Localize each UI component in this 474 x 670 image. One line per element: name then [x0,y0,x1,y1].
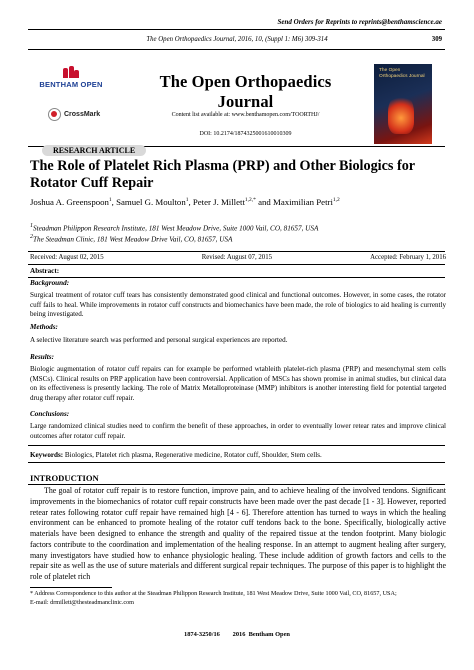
author-name: Maximilian Petri [273,197,333,207]
background-label: Background: [30,279,70,287]
results-label: Results: [30,353,54,361]
dates-rule-bottom [28,264,445,265]
journal-cover-image [374,64,432,144]
page-footer: 1874-3250/16 2016 Bentham Open [184,631,290,638]
abstract-label: Abstract: [30,267,60,275]
doi[interactable]: DOI: 10.2174/1874325001610010309 [199,131,292,137]
introduction-heading: INTRODUCTION [30,473,99,483]
accepted-date: Accepted: February 1, 2016 [370,254,446,261]
affiliation-1-text: Steadman Philippon Research Institute, 181 West Meadow Drive, Suite 1000 Vail, CO, 81657, USA [33,224,319,233]
keywords [30,451,446,459]
publisher-name: BENTHAM OPEN [39,80,103,89]
crossmark-badge[interactable] [48,108,100,121]
methods-text: A selective literature search was performed and personal surgical experiences are reported. [30,336,288,344]
author-affiliation-sup: 1 [185,197,189,204]
author-list: Joshua A. Greenspoon$^1$, Samuel G. Moulton$^1$, Peter J. Millett$^{1,2,*}$ and Maximilian Petri$^{1,2}$ [30,197,340,207]
keywords-rule-top [28,445,445,446]
keywords-rule-bottom [28,462,445,463]
footnote-rule [30,587,112,588]
introduction-text: The goal of rotator cuff repair is to restore function, improve pain, and to achieve healing of the involved tendons. Significant improvements in the biomechanics of rotator cuff repair constructs have been made over the past decade [1 - 3]. However, reported retear rates following rotator cuff repair have remained high [4 - 6]. Therefore attention has turned to ways in which the healing environment can be enhanced to promote healing of the rotator cuff tendons back to the bone. Specifically, biologically active materials have been designed to enhance the strength and quality of the repaired tissue at the tendon footprint. Many biologic factors contribute to the coordination and implementation of the healing response. In an attempt to augment healing after surgery, many investigators have studied how to enhance physiologic healing. These include addition of growth factors and cells to the repair site as well as the use of suture materials and different surgical repair techniques. The purpose of this paper is to highlight the role of platelet rich [30,486,446,581]
author-name: Peter J. Millett [192,197,245,207]
cover-title: The Open Orthopaedics Journal [379,68,425,79]
keywords-text: Biologics, Platelet rich plasma, Regenerative medicine, Rotator cuff, Shoulder, Stem cells. [63,451,322,459]
article-type-badge: RESEARCH ARTICLE [42,145,146,156]
abstract-rule [28,277,445,278]
received-date: Received: August 02, 2015 [30,254,104,261]
introduction-rule [28,484,445,485]
affiliation-1 [30,223,446,232]
page-number: 309 [431,36,442,43]
dates-rule-top [28,251,445,252]
content-list-link[interactable]: Content list available at: www.benthamopen.com/TOORTHJ/ [171,112,320,118]
affiliation-2-text: The Steadman Clinic, 181 West Meadow Drive Vail, CO, 81657, USA [33,235,233,244]
header-rule-top [28,49,445,50]
results-text: Biologic augmentation of rotator cuff repairs can for example be performed wtableith platelet-rich plasma (PRP) and mesenchymal stem cells (MSCs). Clinical results on PRP application have been controversial. Application of MSCs has shown promise in animal studies, but clinical data on its effectiveness is presently lacking. The role of Matrix Metalloproteinase (MMP) inhibitors is another interesting field for potential targeted drug therapy after rotator cuff repair. [30,365,446,403]
conclusions-text: Large randomized clinical studies need to confirm the benefit of these approaches, in order to eventually lower retear rates and improve clinical outcomes after rotator cuff repair. [30,422,446,440]
author-affiliation-sup: 1,2,* [244,197,256,204]
author-affiliation-sup: 1 [108,197,112,204]
author-affiliation-sup: 1,2 [332,197,340,204]
affiliation-2 [30,234,446,243]
article-title: The Role of Platelet Rich Plasma (PRP) and Other Biologics for Rotator Cuff Repair [30,158,415,191]
top-rule [28,29,445,30]
author-name: Joshua A. Greenspoon [30,197,109,207]
keywords-label: Keywords: [30,451,64,459]
crossmark-label: CrossMark [64,111,101,118]
crossmark-icon [48,108,61,121]
journal-title: The Open Orthopaedics Journal [159,72,332,111]
reprints-notice: Send Orders for Reprints to reprints@benthamscience.ae [277,18,442,26]
correspondence-footnote [30,590,446,608]
author-name: Samuel G. Moulton [116,197,186,207]
journal-citation: The Open Orthopaedics Journal, 2016, 10, (Suppl 1: M6) 309-314 [146,36,328,43]
methods-label: Methods: [30,323,58,331]
background-text: Surgical treatment of rotator cuff tears has consistently demonstrated good clinical and functional outcomes. However, in some cases, the rotator cuff fails to heal. While improvements in rotator cuff constructs and biomechanics have been made, the role of biologics to aid healing is currently being investigated. [30,291,446,319]
affiliation-2-num: 2 [30,234,33,240]
revised-date: Revised: August 07, 2015 [201,254,272,261]
article-dates [30,254,446,261]
footnote-email[interactable]: E-mail: drmillett@thesteadmanclinic.com [30,598,134,606]
bentham-open-logo [36,66,106,89]
cover-illustration [388,94,414,134]
bentham-logo-icon [63,66,79,78]
footnote-address: * Address Correspondence to this author at the Steadman Philippon Research Institute, 181 West Meadow Drive, Suite 1000 Vail, CO, 81657, USA; [30,590,397,597]
conclusions-label: Conclusions: [30,410,70,418]
affiliation-1-num: 1 [30,223,33,229]
